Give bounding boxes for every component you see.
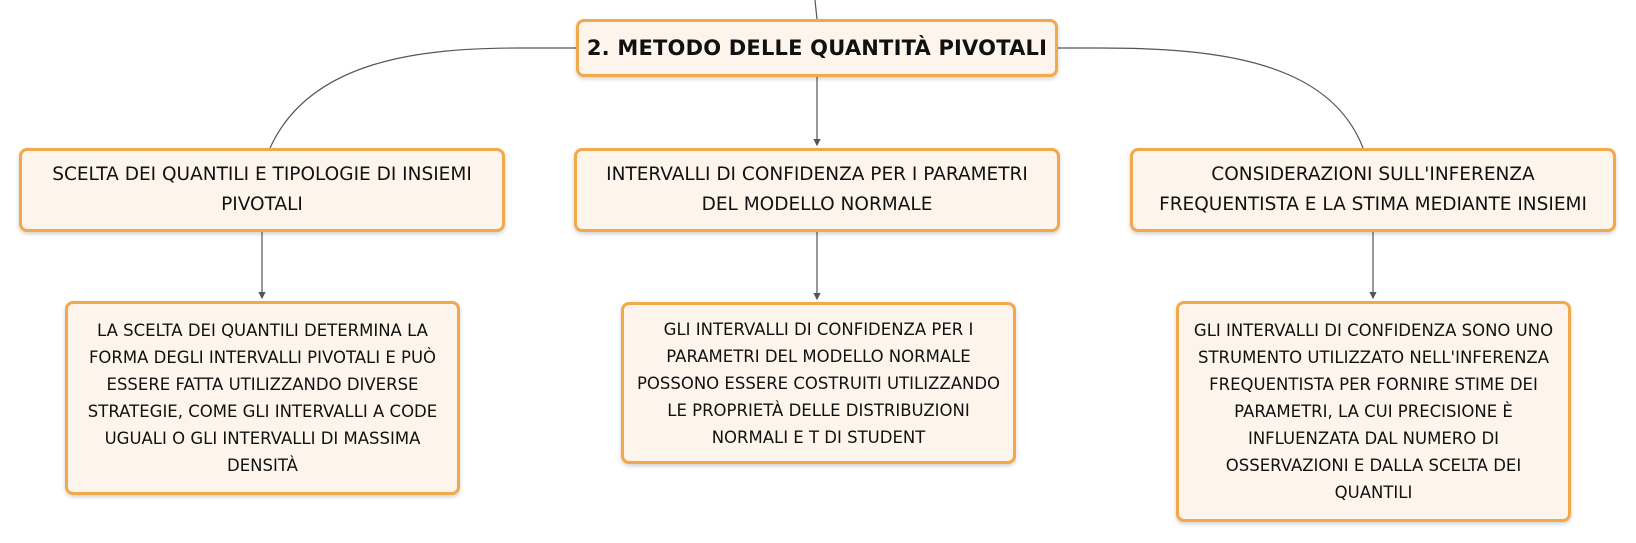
detail-text-modello-normale: GLI INTERVALLI DI CONFIDENZA PER I PARAMETRI DEL MODELLO NORMALE POSSONO ESSERE COSTRUITI UTILIZZANDO LE PROPRIETÀ DELLE DISTRIBUZIONI NORMALI E T DI STUDENT [636,319,1001,447]
branch-node-inferenza-frequentista[interactable] [1130,148,1616,232]
detail-text-inferenza-frequentista: GLI INTERVALLI DI CONFIDENZA SONO UNO STRUMENTO UTILIZZATO NELL'INFERENZA FREQUENTISTA PER FORNIRE STIME DEI PARAMETRI, LA CUI PRECISIONE È INFLUENZATA DAL NUMERO DI OSSERVAZIONI E DALLA SCELTA DEI QUANTILI [1193,321,1554,502]
detail-node-modello-normale[interactable] [621,302,1016,464]
detail-node-quantili[interactable] [65,301,460,495]
root-topic-node[interactable] [576,19,1058,77]
branch-label-inferenza-frequentista: CONSIDERAZIONI SULL'INFERENZA FREQUENTISTA E LA STIMA MEDIANTE INSIEMI [1159,164,1587,215]
detail-text-quantili: LA SCELTA DEI QUANTILI DETERMINA LA FORMA DEGLI INTERVALLI PIVOTALI E PUÒ ESSERE FATTA UTILIZZANDO DIVERSE STRATEGIE, COME GLI INTERVALLI A CODE UGUALI O GLI INTERVALLI DI MASSIMA DENSITÀ [87,321,438,475]
branch-label-quantili: SCELTA DEI QUANTILI E TIPOLOGIE DI INSIEMI PIVOTALI [52,164,472,215]
root-topic-label: 2. METODO DELLE QUANTITÀ PIVOTALI [586,36,1048,60]
connector-root-to-branch-1 [270,48,576,148]
branch-label-modello-normale: INTERVALLI DI CONFIDENZA PER I PARAMETRI DEL MODELLO NORMALE [606,164,1028,215]
detail-node-inferenza-frequentista[interactable] [1176,301,1571,522]
branch-node-modello-normale[interactable] [574,148,1060,232]
branch-node-quantili[interactable] [19,148,505,232]
connector-root-to-branch-3 [1058,48,1363,148]
connector-incoming-root [815,0,817,19]
